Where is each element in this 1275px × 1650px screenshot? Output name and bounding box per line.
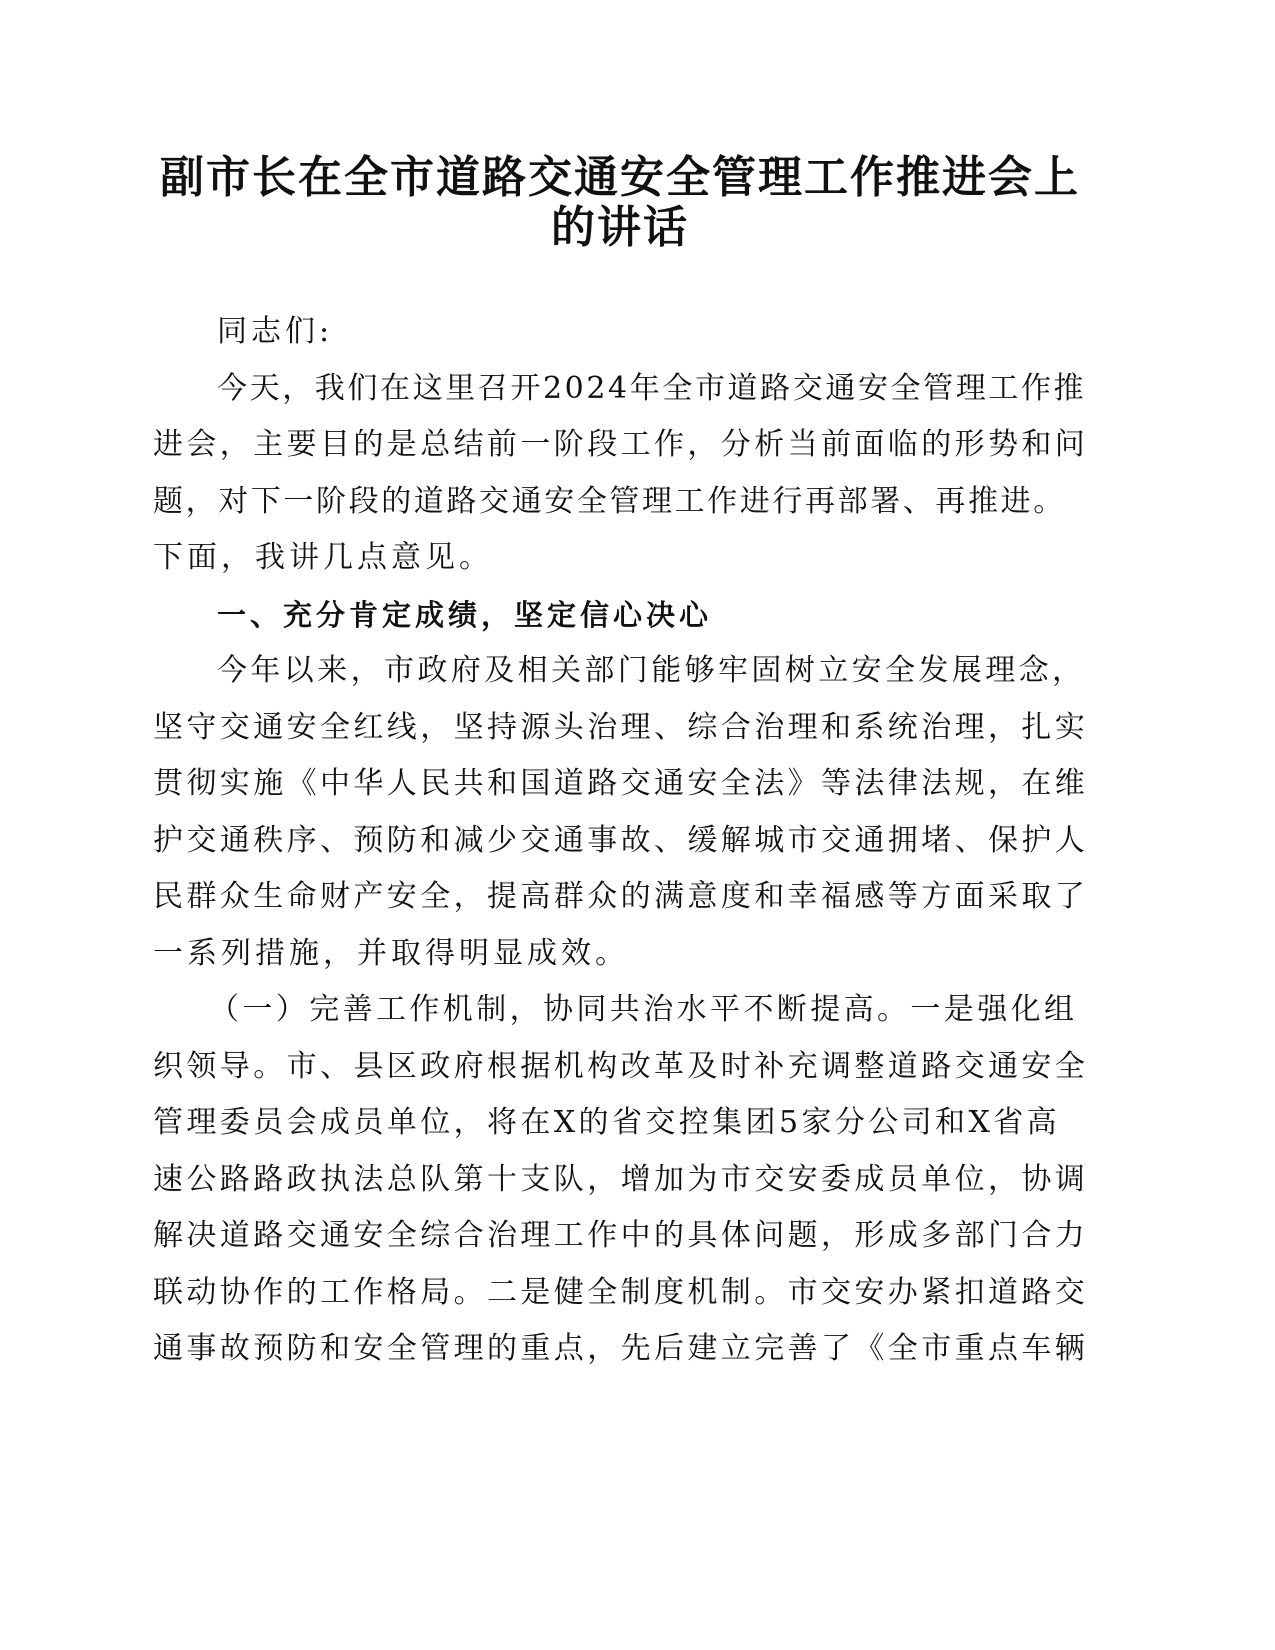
paragraph-line: 织领导。市、县区政府根据机构改革及时补充调整道路交通安全: [153, 1048, 1089, 1084]
document-body: [153, 304, 1093, 1378]
paragraph-line: 贯彻实施《中华人民共和国道路交通安全法》等法律法规，在维: [153, 766, 1089, 801]
paragraph-line: 解决道路交通安全综合治理工作中的具体问题，形成多部门合力: [153, 1218, 1089, 1253]
paragraph-line: 坚守交通安全红线，坚持源头治理、综合治理和系统治理，扎实: [153, 709, 1089, 745]
paragraph-line: 护交通秩序、预防和减少交通事故、缓解城市交通拥堵、保护人: [153, 822, 1089, 858]
paragraph-line: 一系列措施，并取得明显成效。: [153, 935, 629, 971]
document-title-line-2: 的讲话: [551, 202, 689, 253]
document-title-line-1: 副市长在全市道路交通安全管理工作推进会上: [160, 152, 1080, 203]
paragraph-line: 通事故预防和安全管理的重点，先后建立完善了《全市重点车辆: [153, 1331, 1089, 1366]
paragraph-line: 今年以来，市政府及相关部门能够牢固树立安全发展理念，: [217, 653, 1086, 688]
paragraph-line: （一）完善工作机制，协同共治水平不断提高。一是强化组: [209, 992, 1078, 1027]
paragraph-line: 联动协作的工作格局。二是健全制度机制。市交安办紧扣道路交: [153, 1274, 1089, 1310]
paragraph-line: 今天，我们在这里召开2024年全市道路交通安全管理工作推: [217, 370, 1087, 406]
paragraph-line: 民群众生命财产安全，提高群众的满意度和幸福感等方面采取了: [153, 879, 1089, 914]
paragraph-line: 速公路路政执法总队第十支队，增加为市交安委成员单位，协调: [153, 1161, 1089, 1197]
paragraph-line: 管理委员会成员单位，将在X的省交控集团5家分公司和X省高: [153, 1105, 1061, 1140]
paragraph-line: 进会，主要目的是总结前一阶段工作，分析当前面临的形势和问: [153, 427, 1089, 462]
salutation: 同志们:: [217, 314, 334, 349]
section-heading: 一、充分肯定成绩，坚定信心决心: [217, 597, 713, 632]
paragraph-line: 下面，我讲几点意见。: [153, 540, 493, 575]
paragraph-line: 题，对下一阶段的道路交通安全管理工作进行再部署、再推进。: [153, 483, 1066, 519]
